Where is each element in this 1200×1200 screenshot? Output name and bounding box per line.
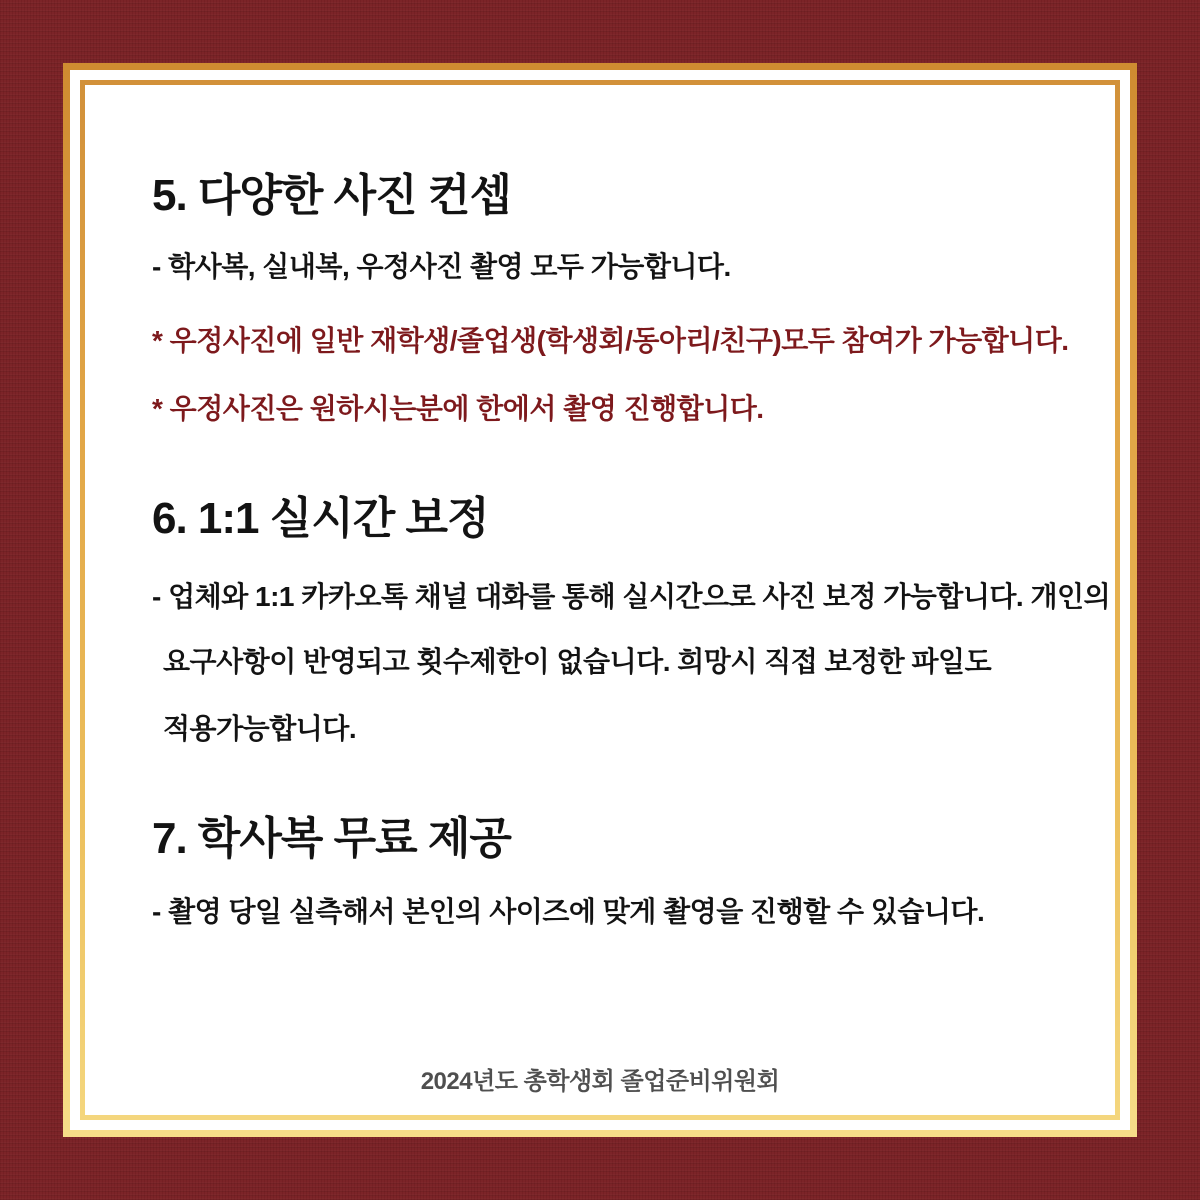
section-5-heading: 5. 다양한 사진 컨셉 <box>152 171 511 220</box>
card-content <box>70 70 1130 1130</box>
section-6-line-3: 적용가능합니다. <box>163 713 357 745</box>
footer-credit: 2024년도 총학생회 졸업준비위원회 <box>420 1068 780 1095</box>
section-7-line-1: - 촬영 당일 실측해서 본인의 사이즈에 맞게 촬영을 진행할 수 있습니다. <box>152 896 985 928</box>
section-5-note-2: * 우정사진은 원하시는분에 한에서 촬영 진행합니다. <box>152 393 764 425</box>
section-5-line-1: - 학사복, 실내복, 우정사진 촬영 모두 가능합니다. <box>152 251 731 283</box>
section-6-heading: 6. 1:1 실시간 보정 <box>152 494 489 544</box>
section-5-note-1: * 우정사진에 일반 재학생/졸업생(학생회/동아리/친구)모두 참여가 가능합니다. <box>152 325 1069 357</box>
section-6-line-2: 요구사항이 반영되고 횟수제한이 없습니다. 희망시 직접 보정한 파일도 <box>163 646 992 678</box>
section-7-heading: 7. 학사복 무료 제공 <box>152 814 511 864</box>
section-6-line-1: - 업체와 1:1 카카오톡 채널 대화를 통해 실시간으로 사진 보정 가능합니다. 개인의 <box>152 581 1111 613</box>
content-card <box>63 63 1137 1137</box>
